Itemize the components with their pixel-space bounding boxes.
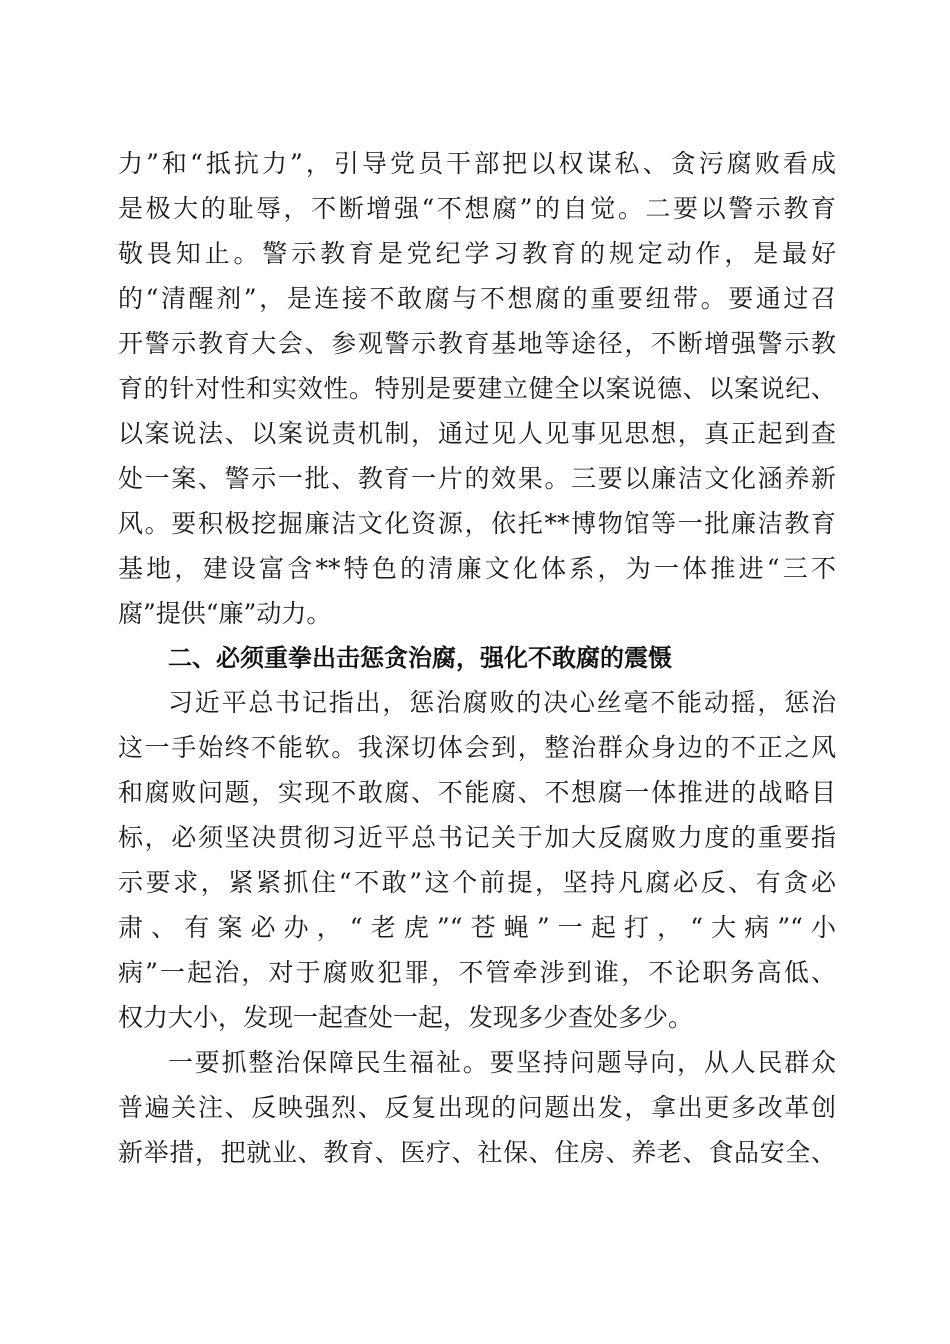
paragraph-line: 以案说法、以案说责机制，通过见人见事见思想，真正起到查 [118,419,836,448]
paragraph-line: 开警示教育大会、参观警示教育基地等途径，不断增强警示教 [118,329,836,358]
paragraph-line: 敬畏知止。警示教育是党纪学习教育的规定动作，是最好 [118,239,836,268]
paragraph-line: 习近平总书记指出，惩治腐败的决心丝毫不能动摇，惩治 [168,688,836,717]
paragraph-line: 的“清醒剂”，是连接不敢腐与不想腐的重要纽带。要通过召 [118,284,836,313]
section-heading: 二、必须重拳出击惩贪治腐，强化不敢腐的震慑 [168,644,672,672]
paragraph-line: 普遍关注、反映强烈、反复出现的问题出发，拿出更多改革创 [118,1093,836,1122]
paragraph-line: 标，必须坚决贯彻习近平总书记关于加大反腐败力度的重要指 [118,823,836,852]
paragraph-line: 示要求，紧紧抓住“不敢”这个前提，坚持凡腐必反、有贪必 [118,868,836,897]
paragraph-line: 一要抓整治保障民生福祉。要坚持问题导向，从人民群众 [168,1048,836,1077]
paragraph-line: 是极大的耻辱，不断增强“不想腐”的自觉。二要以警示教育 [118,194,836,223]
paragraph-line: 病”一起治，对于腐败犯罪，不管牵涉到谁，不论职务高低、 [118,958,836,987]
paragraph-line: 处一案、警示一批、教育一片的效果。三要以廉洁文化涵养新 [118,464,836,493]
paragraph-line: 腐”提供“廉”动力。 [118,599,332,628]
paragraph-line: 这一手始终不能软。我深切体会到，整治群众身边的不正之风 [118,733,836,762]
paragraph-line: 力”和“抵抗力”，引导党员干部把以权谋私、贪污腐败看成 [118,149,836,178]
paragraph-line: 风。要积极挖掘廉洁文化资源，依托**博物馆等一批廉洁教育 [118,509,836,538]
paragraph-line: 新举措，把就业、教育、医疗、社保、住房、养老、食品安全、 [118,1138,836,1167]
paragraph-line: 育的针对性和实效性。特别是要建立健全以案说德、以案说纪、 [118,374,836,403]
paragraph-line: 和腐败问题，实现不敢腐、不能腐、不想腐一体推进的战略目 [118,778,836,807]
paragraph-line: 肃、有案必办，“老虎”“苍蝇”一起打，“大病”“小 [118,913,836,942]
paragraph-line: 基地，建设富含**特色的清廉文化体系，为一体推进“三不 [118,554,836,583]
paragraph-line: 权力大小，发现一起查处一起，发现多少查处多少。 [118,1003,694,1032]
